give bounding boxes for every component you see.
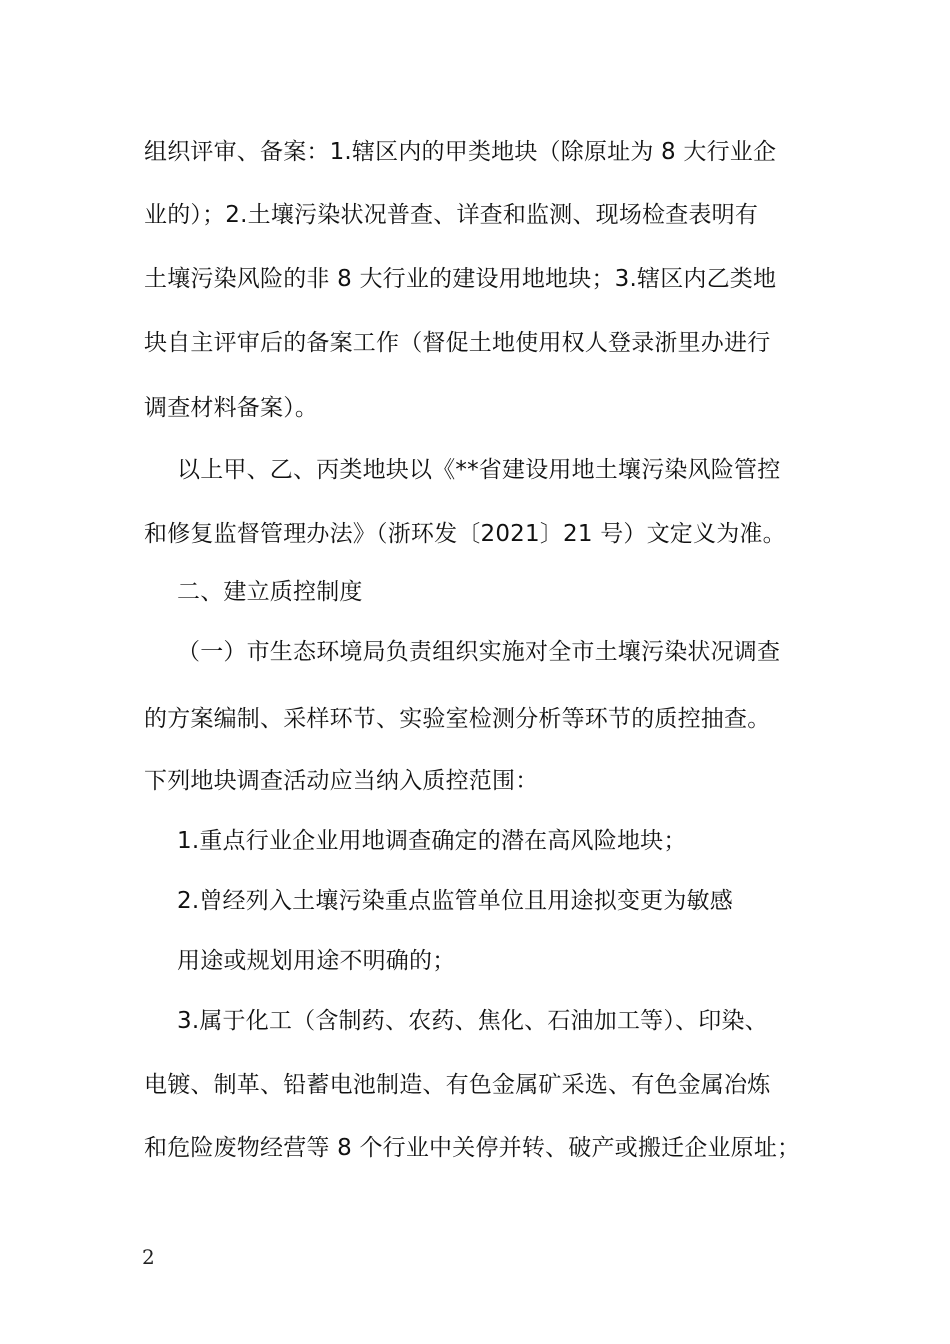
text-line-4: 块自主评审后的备案工作（督促土地使用权人登录浙里办进行 [144, 330, 771, 356]
text-line-3: 土壤污染风险的非 8 大行业的建设用地地块；3.辖区内乙类地 [144, 266, 777, 292]
list-item-2-continued: 用途或规划用途不明确的； [177, 948, 456, 974]
page-number: 2 [142, 1245, 155, 1269]
text-line-6: 以上甲、乙、丙类地块以《**省建设用地土壤污染风险管控 [177, 457, 781, 483]
section-heading: 二、建立质控制度 [177, 579, 363, 605]
list-item-3-line-3: 和危险废物经营等 8 个行业中关停并转、破产或搬迁企业原址； [144, 1135, 801, 1161]
text-line-7: 和修复监督管理办法》（浙环发〔2021〕21 号）文定义为准。 [144, 521, 786, 547]
list-item-3: 3.属于化工（含制药、农药、焦化、石油加工等）、印染、 [177, 1008, 768, 1034]
text-line-2: 业的）；2.土壤污染状况普查、详查和监测、现场检查表明有 [144, 202, 759, 228]
text-line-5: 调查材料备案）。 [144, 395, 319, 421]
list-item-2: 2.曾经列入土壤污染重点监管单位且用途拟变更为敏感 [177, 888, 733, 914]
text-line-11: 下列地块调查活动应当纳入质控范围： [144, 768, 539, 794]
text-line-10: 的方案编制、采样环节、实验室检测分析等环节的质控抽查。 [144, 706, 771, 732]
list-item-1: 1.重点行业企业用地调查确定的潜在高风险地块； [177, 828, 687, 854]
text-line-1: 组织评审、备案：1.辖区内的甲类地块（除原址为 8 大行业企 [144, 139, 777, 165]
text-line-9: （一）市生态环境局负责组织实施对全市土壤污染状况调查 [177, 639, 781, 665]
list-item-3-line-2: 电镀、制革、铅蓄电池制造、有色金属矿采选、有色金属冶炼 [144, 1072, 771, 1098]
